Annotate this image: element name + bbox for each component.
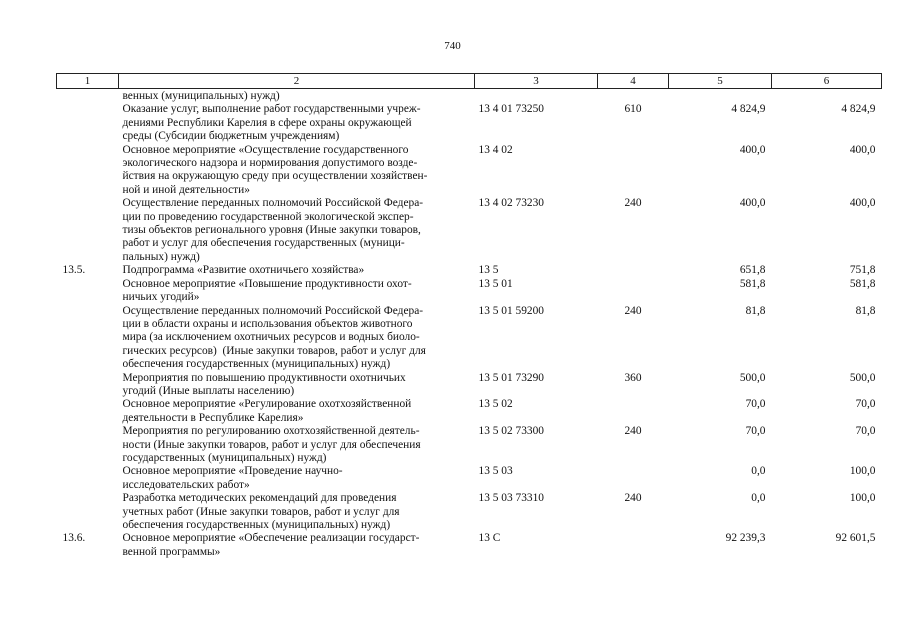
row-name-line: венной программы» — [122, 545, 221, 558]
row-name-line: тизы объектов регионального уровня (Иные закупки товаров, — [122, 224, 421, 237]
row-name-line: Осуществление переданных полномочий Российской Федера- — [122, 197, 424, 210]
row-name-line: ничьих угодий» — [122, 291, 200, 304]
row-code: 13 4 02 — [478, 143, 513, 156]
row-name — [119, 197, 475, 264]
row-expense-type: 240 — [624, 492, 642, 505]
row-name-line: исследовательских работ» — [122, 478, 250, 491]
row-number — [57, 305, 119, 372]
row-amount-year-1: 4 824,9 — [731, 103, 766, 116]
row-name-line: Подпрограмма «Развитие охотничьего хозяйства» — [122, 264, 365, 277]
row-amount-year-1: 70,0 — [745, 398, 766, 411]
row-amount-year-2: 81,8 — [855, 304, 876, 317]
row-code: 13 5 02 — [478, 398, 513, 411]
row-expense-type — [598, 398, 669, 425]
row-amount-year-1: 400,0 — [739, 197, 766, 210]
row-name-line: обеспечения государственных (муниципальных) нужд) — [122, 358, 391, 371]
row-name — [119, 305, 475, 372]
row-code: 13 5 03 73310 — [478, 492, 544, 505]
row-number — [57, 398, 119, 425]
row-amount-year-2: 70,0 — [855, 398, 876, 411]
row-number — [57, 144, 119, 198]
row-name-line: Основное мероприятие «Осуществление государственного — [122, 143, 409, 156]
row-name-line: обеспечения государственных (муниципальных) нужд) — [122, 519, 391, 531]
row-code: 13 5 03 — [478, 465, 513, 478]
row-code: 13 С — [478, 532, 501, 545]
table-row — [57, 532, 882, 559]
row-expense-type — [598, 278, 669, 305]
row-name — [119, 492, 475, 532]
row-code: 13 5 01 — [478, 277, 513, 290]
row-expense-type: 240 — [624, 197, 642, 210]
row-name-line: Осуществление переданных полномочий Российской Федера- — [122, 304, 424, 317]
row-amount-year-1: 0,0 — [751, 465, 766, 478]
row-name-line: Оказание услуг, выполнение работ государственными учреж- — [122, 103, 421, 116]
row-amount-year-1: 81,8 — [745, 304, 766, 317]
row-name-line: государственных (муниципальных) нужд) — [122, 451, 327, 464]
row-name-line: Мероприятия по регулированию охотхозяйственной деятель- — [122, 425, 420, 438]
column-header-6: 6 — [772, 74, 882, 89]
row-name-line: дениями Республики Карелия в сфере охраны окружающей — [122, 116, 412, 129]
row-name-line: работ и услуг для обеспечения государственных (муници- — [122, 237, 405, 250]
row-number — [57, 465, 119, 492]
row-amount-year-1: 651,8 — [739, 264, 766, 277]
row-name — [119, 144, 475, 198]
row-amount-year-1: 500,0 — [739, 371, 766, 384]
row-number — [57, 425, 119, 465]
column-header-4: 4 — [598, 74, 669, 89]
row-name-line: учетных работ (Иные закупки товаров, работ и услуг для — [122, 505, 400, 518]
row-code: 13 4 02 73230 — [478, 197, 544, 210]
row-expense-type: 610 — [624, 103, 642, 116]
table-row — [57, 144, 882, 198]
row-expense-type — [598, 264, 669, 277]
row-amount-year-2: 400,0 — [849, 197, 876, 210]
row-name-line: Основное мероприятие «Повышение продуктивности охот- — [122, 277, 412, 290]
row-name — [119, 425, 475, 465]
row-number — [57, 89, 119, 104]
row-name — [119, 398, 475, 425]
row-name — [119, 103, 475, 143]
row-name — [119, 465, 475, 492]
row-amount-year-1: 0,0 — [751, 492, 766, 505]
row-expense-type: 360 — [624, 371, 642, 384]
row-amount-year-1: 70,0 — [745, 425, 766, 438]
row-amount-year-2: 100,0 — [849, 492, 876, 505]
column-number-row — [57, 74, 882, 89]
column-header-5: 5 — [669, 74, 772, 89]
row-number: 13.5. — [62, 264, 86, 277]
row-expense-type: 240 — [624, 425, 642, 438]
row-amount-year-2: 400,0 — [849, 143, 876, 156]
row-expense-type — [598, 144, 669, 198]
row-name-line: деятельности в Республике Карелия» — [122, 411, 304, 424]
row-code: 13 5 02 73300 — [478, 425, 544, 438]
row-amount-year-2: 500,0 — [849, 371, 876, 384]
row-name — [119, 372, 475, 399]
page-number: 740 — [444, 40, 461, 52]
row-expense-type — [598, 89, 669, 104]
table-row — [57, 372, 882, 399]
row-number — [57, 197, 119, 264]
row-name-line: ции по проведению государственной экологической экспер- — [122, 210, 414, 223]
row-amount-year-2: 751,8 — [849, 264, 876, 277]
row-name-line: гических ресурсов) (Иные закупки товаров, работ и услуг для — [122, 344, 426, 357]
row-code: 13 4 01 73250 — [478, 103, 544, 116]
column-header-3: 3 — [475, 74, 598, 89]
table-row — [57, 278, 882, 305]
row-code — [475, 89, 598, 104]
table-row — [57, 398, 882, 425]
row-name-line: ции в области охраны и использования объектов животного — [122, 317, 413, 330]
row-name — [119, 278, 475, 305]
row-number — [57, 103, 119, 143]
table-row — [57, 305, 882, 372]
row-name-line: ной и иной деятельности» — [122, 183, 250, 196]
row-name — [119, 264, 475, 277]
row-amount-year-2: 70,0 — [855, 425, 876, 438]
row-expense-type: 240 — [624, 304, 642, 317]
row-name-line: венных (муниципальных) нужд) — [122, 90, 280, 102]
row-number — [57, 278, 119, 305]
row-name-line: угодий (Иные выплаты населению) — [122, 384, 295, 397]
row-name-line: йствия на окружающую среду при осуществлении хозяйствен- — [122, 170, 428, 183]
row-amount-year-1: 92 239,3 — [725, 532, 766, 545]
row-amount-year-1: 400,0 — [739, 143, 766, 156]
row-code: 13 5 01 73290 — [478, 371, 544, 384]
row-amount-year-1 — [669, 89, 772, 104]
table-row — [57, 425, 882, 465]
row-name-line: экологического надзора и нормирования допустимого возде- — [122, 157, 418, 170]
row-amount-year-2: 581,8 — [849, 277, 876, 290]
table-row — [57, 103, 882, 143]
row-name-line: мира (за исключением охотничьих ресурсов и водных биоло- — [122, 331, 420, 344]
table-row — [57, 197, 882, 264]
table-row — [57, 465, 882, 492]
row-code: 13 5 01 59200 — [478, 304, 544, 317]
row-number — [57, 492, 119, 532]
budget-table — [56, 73, 882, 559]
row-code: 13 5 — [478, 264, 499, 277]
row-expense-type — [598, 465, 669, 492]
table-row — [57, 264, 882, 277]
row-name — [119, 532, 475, 559]
row-expense-type — [598, 532, 669, 559]
row-number: 13.6. — [62, 532, 86, 545]
row-amount-year-2: 92 601,5 — [835, 532, 876, 545]
table-row — [57, 492, 882, 532]
row-name-line: Мероприятия по повышению продуктивности охотничьих — [122, 371, 406, 384]
table-row — [57, 89, 882, 104]
row-amount-year-2: 4 824,9 — [841, 103, 876, 116]
row-name-line: Основное мероприятие «Проведение научно- — [122, 465, 343, 478]
row-name-line: пальных) нужд) — [122, 250, 200, 263]
row-name-line: Основное мероприятие «Регулирование охотхозяйственной — [122, 398, 412, 411]
row-name-line: Основное мероприятие «Обеспечение реализации государст- — [122, 532, 420, 545]
column-header-2: 2 — [119, 74, 475, 89]
row-number — [57, 372, 119, 399]
column-header-1: 1 — [57, 74, 119, 89]
row-name-line: Разработка методических рекомендаций для проведения — [122, 492, 397, 505]
row-amount-year-1: 581,8 — [739, 277, 766, 290]
row-name-line: ности (Иные закупки товаров, работ и услуг для обеспечения — [122, 438, 421, 451]
row-name-line: среды (Субсидии бюджетным учреждениям) — [122, 130, 340, 143]
row-amount-year-2 — [772, 89, 882, 104]
row-amount-year-2: 100,0 — [849, 465, 876, 478]
row-name — [119, 89, 475, 104]
